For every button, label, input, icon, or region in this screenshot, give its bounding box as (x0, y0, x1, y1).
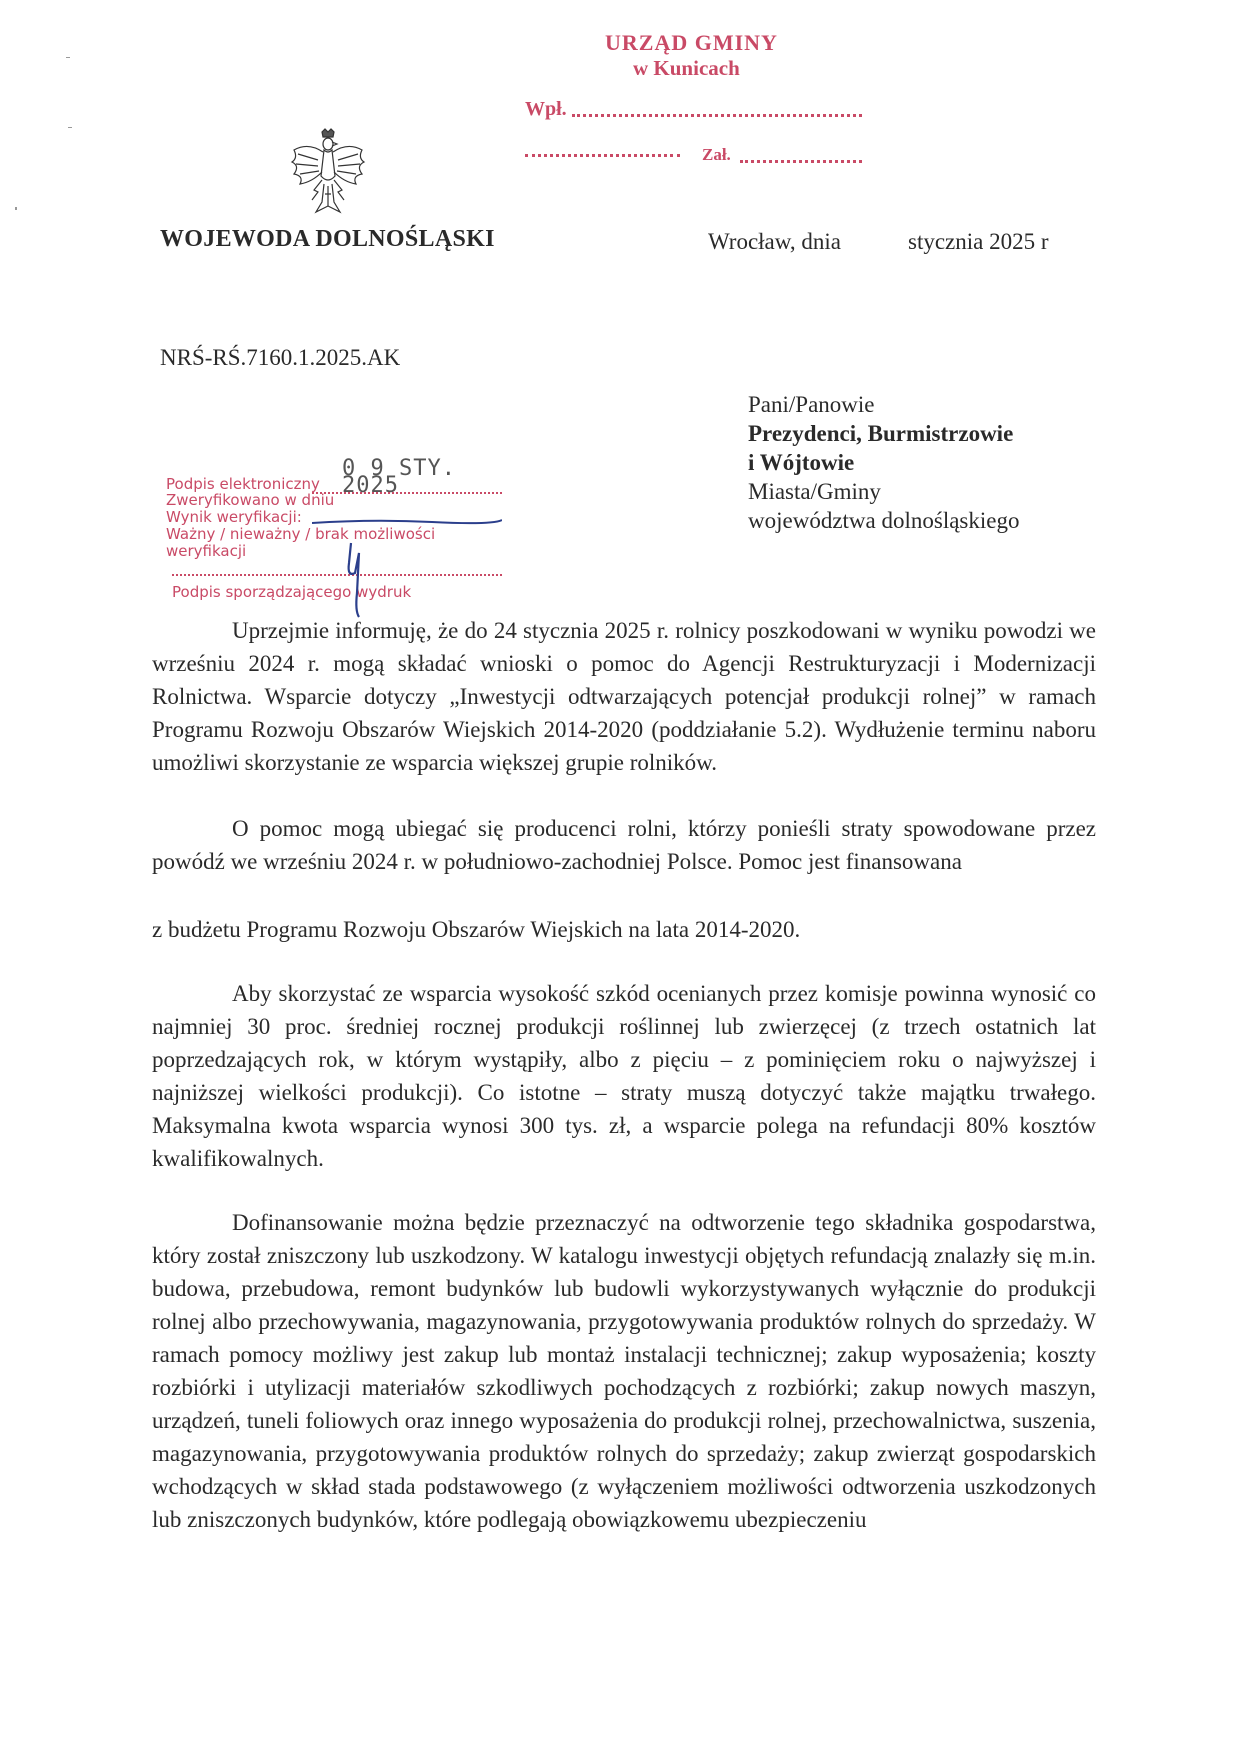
esig-result-options: Ważny / nieważny / brak możliwości weryfikacji (166, 525, 436, 560)
paragraph-funding-source: z budżetu Programu Rozwoju Obszarów Wiejskich na lata 2014-2020. (152, 917, 801, 942)
paragraph-intro: Uprzejmie informuję, że do 24 stycznia 2025 r. rolnicy poszkodowani w wyniku powodzi we wrześniu 2024 r. mogą składać wnioski o pomoc do Agencji Restrukturyzacji i Modernizacji Rolnictwa. Wsparcie dotyczy „Inwestycji odtwarzających potencjał produkcji rolnej” w ramach Programu Rozwoju Obszarów Wiejskich 2014-2020 (poddziałanie 5.2). Wydłużenie terminu naboru umożliwi skorzystanie ze wsparcia większej grupie rolników. (152, 618, 1096, 775)
paragraph-eligibility: O pomoc mogą ubiegać się producenci rolni, którzy ponieśli straty spowodowane przez powódź we wrześniu 2024 r. w południowo-zachodniej Polsce. Pomoc jest finansowana (152, 816, 1096, 874)
stamp-dotted-line (740, 160, 862, 163)
addressee-block (748, 390, 1019, 535)
stamp-attachments-label: Zał. (702, 145, 731, 164)
addressee-titles: Prezydenci, Burmistrzowie (748, 421, 1014, 446)
issuing-authority: WOJEWODA DOLNOŚLĄSKI (160, 226, 495, 252)
date-month: stycznia 2025 r (908, 229, 1049, 254)
eagle-emblem-icon (288, 128, 368, 220)
stamp-dotted-line (572, 114, 862, 117)
esig-printed-by-label: Podpis sporządzającego wydruk (172, 583, 412, 601)
paragraph-conditions: Aby skorzystać ze wsparcia wysokość szkód ocenianych przez komisje powinna wynosić co najmniej 30 proc. średniej rocznej produkcji roślinnej lub zwierzęcej (z trzech ostatnich lat poprzedzających rok, w którym wystąpiły, albo z pięciu – z pominięciem roku o najwyższej i najniższej wielkości produkcji). Co istotne – straty muszą dotyczyć także majątku trwałego. Maksymalna kwota wsparcia wynosi 300 tys. zł, a wsparcie polega na refundacji 80% kosztów kwalifikowalnych. (152, 981, 1096, 1171)
case-reference-number: NRŚ-RŚ.7160.1.2025.AK (160, 345, 401, 370)
addressee-titles-cont: i Wójtowie (748, 450, 855, 475)
stamp-office-name: URZĄD GMINY (605, 30, 778, 55)
e-signature-stamp (162, 456, 507, 606)
addressee-unit: Miasta/Gminy (748, 479, 881, 504)
scan-mark (66, 57, 70, 58)
handwritten-signature (337, 533, 377, 618)
stamp-dotted-line (525, 154, 680, 157)
esig-label: Podpis elektroniczny (166, 475, 320, 493)
date-place: Wrocław, dnia (708, 229, 841, 254)
addressee-region: województwa dolnośląskiego (748, 508, 1020, 533)
scan-mark (68, 127, 72, 128)
strikethrough-mark (312, 517, 502, 529)
paragraph-eligible-costs: Dofinansowanie można będzie przeznaczyć na odtworzenie tego składnika gospodarstwa, który został zniszczony lub uszkodzony. W katalogu inwestycji objętych refundacją znalazły się m.in. budowa, przebudowa, remont budynków lub budowli wykorzystywanych wyłącznie do produkcji rolnej albo przechowywania, magazynowania, przygotowywania produktów rolnych do sprzedaży. W ramach pomocy możliwy jest zakup lub montaż instalacji technicznej; zakup wyposażenia; koszty rozbiórki i utylizacji materiałów szkodliwych pochodzących z rozbiórki; zakup nowych maszyn, urządzeń, tuneli foliowych oraz innego wyposażenia do produkcji rolnej, przechowalnictwa, suszenia, magazynowania, przygotowywania produktów rolnych do sprzedaży; zakup zwierząt gospodarskich wchodzących w skład stada podstawowego (z wyłączeniem możliwości odtworzenia uszkodzonych lub zniszczonych budynków, które podlegają obowiązkowemu ubezpieczeniu (152, 1210, 1096, 1532)
stamp-received-label: Wpł. (525, 98, 567, 120)
addressee-salutation: Pani/Panowie (748, 392, 875, 417)
esig-verified-label: Zweryfikowano w dniu (166, 491, 335, 509)
esig-dotted-line (312, 492, 502, 494)
stamp-office-location: w Kunicach (633, 56, 740, 80)
verification-date: 0 9 STY. 2025 (342, 456, 456, 498)
esig-result-label: Wynik weryfikacji: (166, 508, 302, 526)
scan-mark (15, 207, 17, 210)
